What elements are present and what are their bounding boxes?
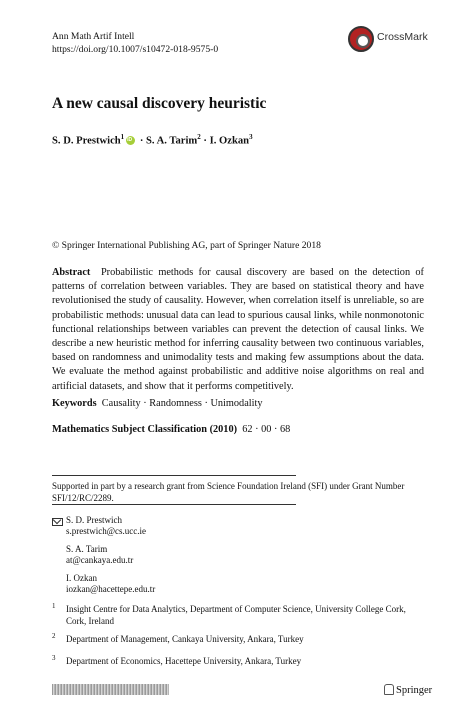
contact-entry — [66, 573, 155, 596]
affiliation-number: 3 — [52, 654, 56, 662]
doi-link[interactable]: https://doi.org/10.1007/s10472-018-9575-0 — [52, 43, 219, 55]
keywords-text: Causality · Randomness · Unimodality — [101, 398, 263, 409]
contact-name: I. Ozkan — [66, 572, 97, 583]
author-name: S. D. Prestwich — [52, 135, 121, 147]
publisher-logo — [384, 684, 432, 696]
springer-horse-icon — [384, 684, 394, 695]
msc-classification — [52, 424, 290, 435]
author-name: S. A. Tarim — [146, 135, 198, 147]
crossmark-icon — [348, 26, 374, 52]
author-affiliation-mark: 1 — [120, 133, 125, 141]
keywords — [52, 398, 263, 409]
paper-title: A new causal discovery heuristic — [52, 95, 267, 112]
contact-email[interactable]: iozkan@hacettepe.edu.tr — [66, 584, 156, 595]
msc-label: Mathematics Subject Classification (2010) — [52, 424, 238, 435]
crossmark-badge[interactable] — [348, 26, 448, 56]
orcid-icon[interactable] — [126, 136, 135, 145]
abstract — [52, 266, 424, 394]
journal-header — [52, 31, 218, 56]
author-separator: · — [203, 135, 207, 147]
contact-email[interactable]: at@cankaya.edu.tr — [66, 555, 134, 566]
author-affiliation-mark: 2 — [197, 133, 201, 141]
contact-entry — [66, 544, 155, 567]
footnote-rule-top — [52, 475, 296, 476]
affiliation-text: Insight Centre for Data Analytics, Department of Computer Science, University College Cork, Cork, Ireland — [66, 604, 406, 626]
publisher-name: Springer — [396, 685, 433, 696]
affiliation-number: 2 — [52, 632, 56, 640]
author-name: I. Ozkan — [209, 135, 250, 147]
author-affiliation-mark: 3 — [249, 133, 253, 141]
copyright-notice: © Springer International Publishing AG, part of Springer Nature 2018 — [52, 240, 321, 251]
crossmark-label: CrossMark — [377, 31, 428, 43]
abstract-label: Abstract — [52, 267, 91, 278]
keywords-label: Keywords — [52, 398, 97, 409]
affiliation-text: Department of Management, Cankaya University, Ankara, Turkey — [66, 634, 304, 644]
affiliation-text: Department of Economics, Hacettepe University, Ankara, Turkey — [66, 656, 302, 666]
envelope-icon — [52, 518, 63, 526]
contact-list — [66, 515, 155, 601]
abstract-text: Probabilistic methods for causal discovery are based on the detection of patterns of correlation between variables. They are based on statistical theory and have revolutionised the study of causality. However, when correlation itself is unreliable, so are probabilistic methods: unusual data can lead to spurious causal links, while nonmonotonic functional relationships between variables can prevent the detection of causal links. We describe a new heuristic method for inferring causality between two continuous variables, based on randomness and unimodality tests and making few assumptions about the data. We evaluate the method against probabilistic and additive noise algorithms on real and artificial datasets, and show that it performs competitively. — [52, 267, 424, 392]
article-barcode — [52, 684, 169, 695]
contact-email[interactable]: s.prestwich@cs.ucc.ie — [66, 526, 147, 537]
footnote-rule-bottom — [52, 504, 296, 505]
author-list — [52, 133, 253, 147]
funding-note: Supported in part by a research grant from Science Foundation Ireland (SFI) under Grant Number SFI/12/RC/2289. — [52, 481, 405, 503]
affiliation-number: 1 — [52, 602, 56, 610]
author-separator: · — [139, 135, 144, 147]
journal-name: Ann Math Artif Intell — [52, 31, 135, 42]
contact-name: S. D. Prestwich — [66, 515, 122, 525]
contact-entry — [66, 515, 155, 538]
contact-name: S. A. Tarim — [66, 543, 108, 554]
msc-text: 62 · 00 · 68 — [242, 424, 291, 435]
